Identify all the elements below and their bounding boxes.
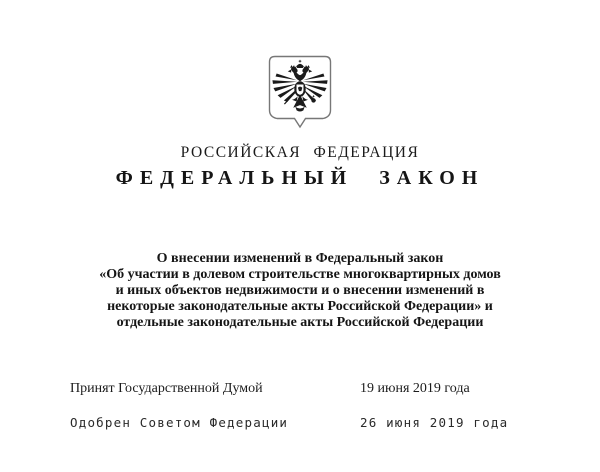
approved-by-federation-council-date: 26 июня 2019 года bbox=[360, 415, 509, 430]
law-title-line-2: «Об участии в долевом строительстве многоквартирных домов bbox=[99, 267, 501, 282]
document-type-heading: ФЕДЕРАЛЬНЫЙ ЗАКОН bbox=[115, 167, 485, 189]
approved-by-federation-council-label: Одобрен Советом Федерации bbox=[70, 415, 289, 430]
law-title-line-4: некоторые законодательные акты Российской Федерации» и bbox=[107, 299, 493, 314]
law-title-line-5: отдельные законодательные акты Российской Федерации bbox=[116, 315, 484, 330]
adopted-by-duma-row bbox=[70, 381, 540, 397]
law-title bbox=[0, 251, 600, 331]
country-heading: РОССИЙСКАЯ ФЕДЕРАЦИЯ bbox=[180, 144, 420, 161]
coat-of-arms-icon bbox=[268, 55, 332, 131]
law-title-line-1: О внесении изменений в Федеральный закон bbox=[156, 251, 444, 266]
adopted-by-duma-label: Принят Государственной Думой bbox=[70, 381, 263, 396]
adopted-by-duma-date: 19 июня 2019 года bbox=[360, 381, 470, 396]
law-title-line-3: и иных объектов недвижимости и о внесении изменений в bbox=[115, 283, 485, 298]
approved-by-federation-council-row bbox=[70, 415, 540, 430]
